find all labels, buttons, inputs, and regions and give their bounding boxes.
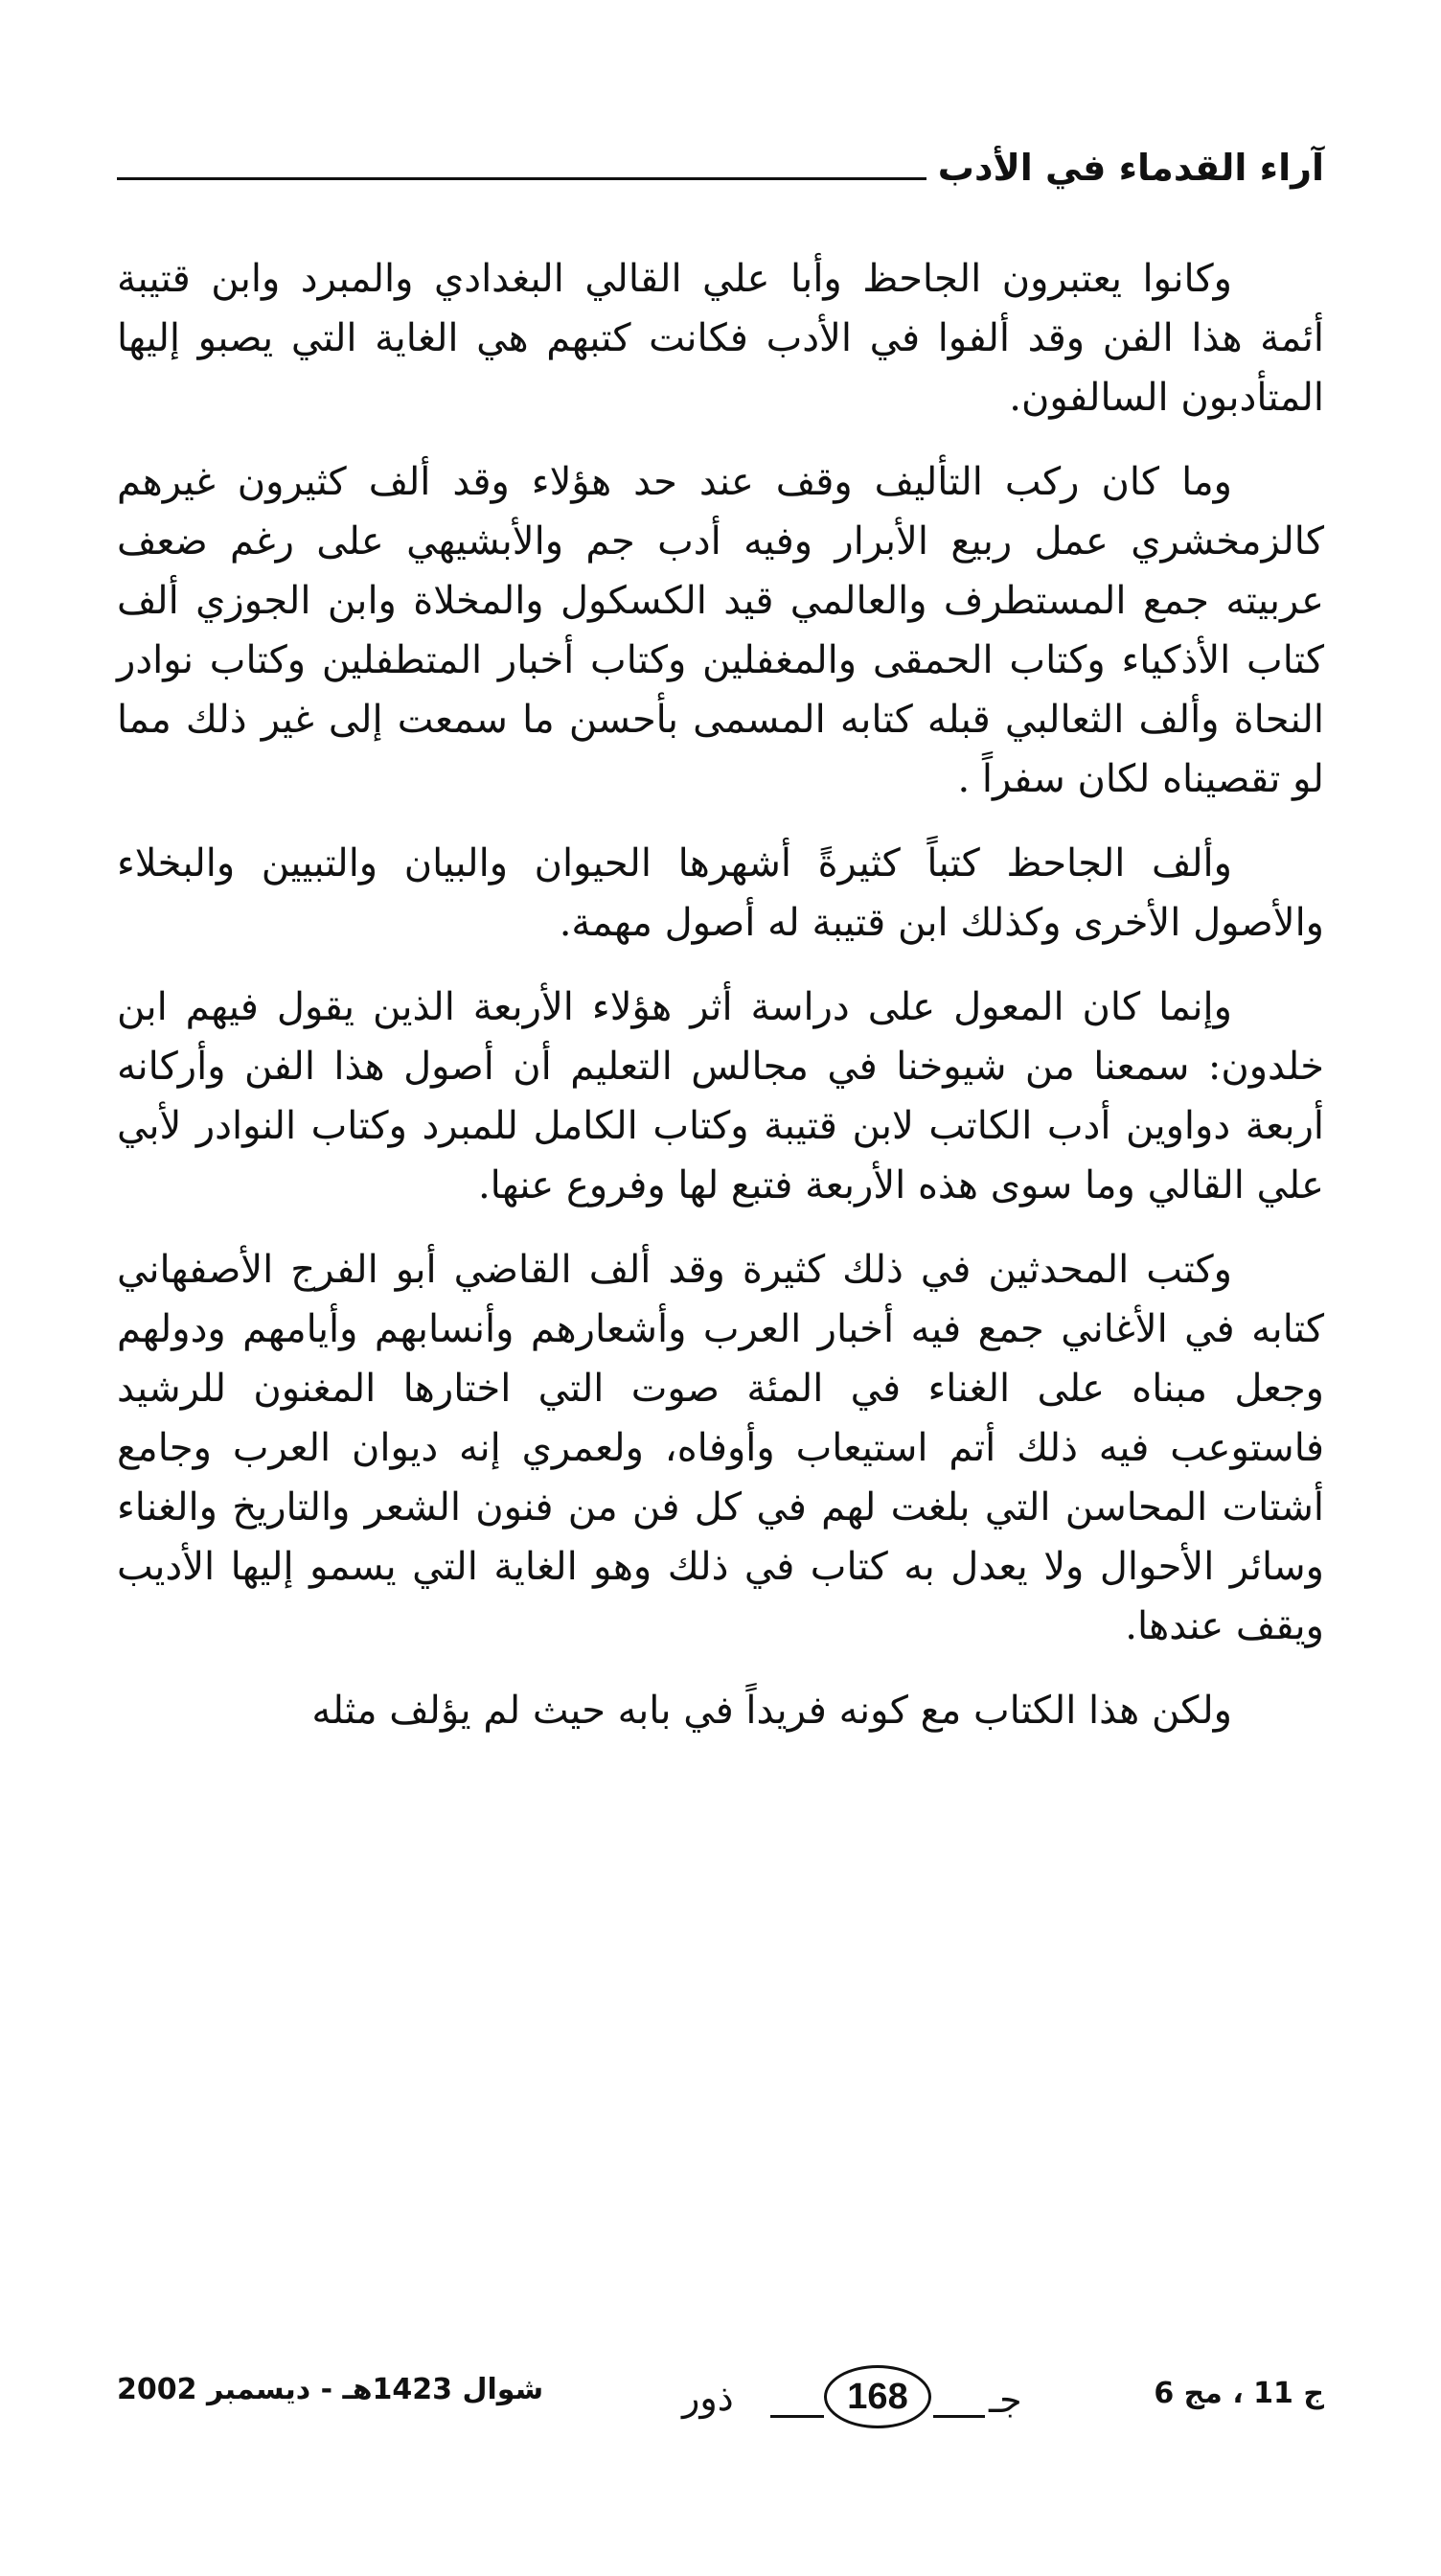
journal-name: ذور <box>682 2377 734 2419</box>
running-title: آراء القدماء في الأدب <box>937 147 1324 189</box>
paragraph: وكانوا يعتبرون الجاحظ وأبا علي القالي البغدادي والمبرد وابن قتيبة أئمة هذا الفن وقد ألفوا في الأدب فكانت كتبهم هي الغاية التي يصبو إليها المتأدبون السالفون. <box>117 257 1324 420</box>
journal-prefix: جـ <box>989 2379 1022 2421</box>
body-text <box>117 249 1324 1765</box>
footer-rule-right <box>933 2415 985 2418</box>
page-footer <box>117 2354 1324 2440</box>
issue-info: ج 11 ، مج 6 <box>1154 2377 1324 2410</box>
issue-date: شوال 1423هـ - ديسمبر 2002 <box>117 2373 544 2406</box>
page-header <box>117 123 1324 190</box>
journal-mark <box>682 2354 1104 2440</box>
footer-rule-left <box>770 2415 824 2418</box>
paragraph: وكتب المحدثين في ذلك كثيرة وقد ألف القاضي أبو الفرج الأصفهاني كتابه في الأغاني جمع فيه أخبار العرب وأشعارهم وأنسابهم وأيامهم ودولهم وجعل مبناه على الغناء في المئة صوت التي اختارها المغنون للرشيد فاستوعب فيه ذلك أتم استيعاب وأوفاه، ولعمري إنه ديوان العرب وجامع أشتات المحاسن التي بلغت لهم في كل فن من فنون الشعر والتاريخ والغناء وسائر الأحوال ولا يعدل به كتاب في ذلك وهو الغاية التي يسمو إليها الأديب ويقف عندها. <box>117 1248 1324 1648</box>
paragraph: وألف الجاحظ كتباً كثيرةً أشهرها الحيوان والبيان والتبيين والبخلاء والأصول الأخرى وكذلك ابن قتيبة له أصول مهمة. <box>117 841 1324 945</box>
paragraph: وإنما كان المعول على دراسة أثر هؤلاء الأربعة الذين يقول فيهم ابن خلدون: سمعنا من شيوخنا في مجالس التعليم أن أصول هذا الفن وأركانه أربعة دواوين أدب الكاتب لابن قتيبة وكتاب الكامل للمبرد وكتاب النوادر لأبي علي القالي وما سوى هذه الأربعة فتبع لها وفروع عنها. <box>117 985 1324 1208</box>
page-number: 168 <box>824 2365 931 2428</box>
paragraph: وما كان ركب التأليف وقف عند حد هؤلاء وقد ألف كثيرون غيرهم كالزمخشري عمل ربيع الأبرار وفيه أدب جم والأبشيهي على رغم ضعف عربيته جمع المستطرف والعالمي قيد الكسكول والمخلاة وابن الجوزي ألف كتاب الأذكياء وكتاب الحمقى والمغفلين وكتاب أخبار المتطفلين وكتاب نوادر النحاة وألف الثعالبي قبله كتابه المسمى بأحسن ما سمعت إلى غير ذلك مما لو تقصيناه لكان سفراً . <box>117 460 1324 801</box>
header-rule <box>117 177 926 180</box>
paragraph: ولكن هذا الكتاب مع كونه فريداً في بابه حيث لم يؤلف مثله <box>311 1689 1232 1733</box>
